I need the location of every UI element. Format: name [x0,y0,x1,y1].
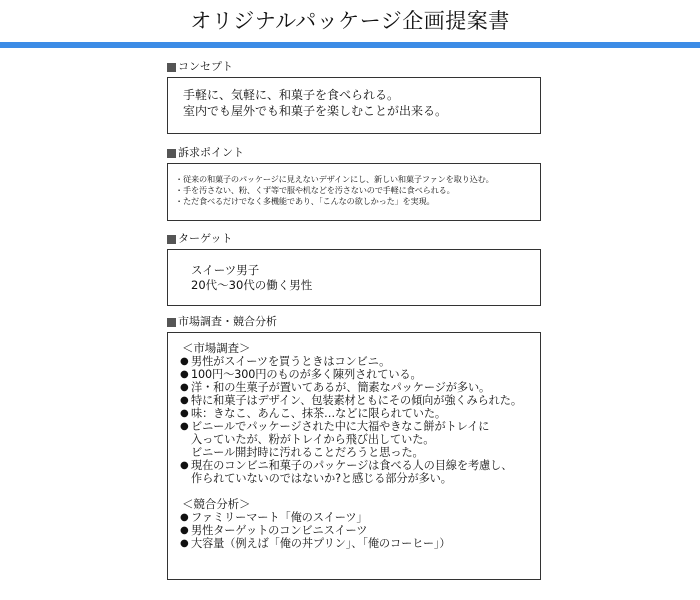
filled-circle-bullet-icon: ● [180,525,189,536]
list-item-text: 味：きなこ、あんこ、抹茶…などに限られていた。 [191,407,447,420]
list-item [180,524,540,537]
list-item [180,511,540,524]
list-item-text: 洋・和の生菓子が置いてあるが、簡素なパッケージが多い。 [191,381,491,394]
list-item-text: 特に和菓子はデザイン、包装素材ともにその傾向が強くみられた。 [191,394,522,407]
section-heading-target [167,232,233,246]
filled-circle-bullet-icon: ● [180,421,189,432]
title-accent-rule [0,42,700,48]
section-heading-label: 訴求ポイント [178,146,244,159]
list-item-text: 大容量（例えば「俺の丼プリン」、「俺のコーヒー」） [191,537,451,550]
target-line: スイーツ男子 [191,263,260,277]
list-item-continuation: ビニール開封時に汚れることだろうと思った。 [191,446,424,459]
competitor-heading: ＜競合分析＞ [182,497,251,511]
section-heading-label: 市場調査・競合分析 [178,315,277,328]
filled-circle-bullet-icon: ● [180,512,189,523]
list-item-text: 100円～300円のものが多く陳列されている。 [191,368,422,381]
list-item-text: 男性がスイーツを買うときはコンビニ。 [191,355,391,368]
section-heading-label: コンセプト [178,60,233,73]
list-item [180,355,540,368]
filled-circle-bullet-icon: ● [180,460,189,471]
filled-square-icon [167,235,176,244]
list-item [180,407,540,420]
list-item [180,459,540,472]
appeal-line: ・ただ食べるだけでなく多機能であり、「こんなの欲しかった」を実現。 [175,196,435,206]
filled-circle-bullet-icon: ● [180,382,189,393]
list-item [180,394,540,407]
market-box [167,332,541,580]
list-item [180,368,540,381]
page-title: オリジナルパッケージ企画提案書 [190,9,510,33]
filled-square-icon [167,318,176,327]
section-heading-concept [167,60,233,74]
filled-circle-bullet-icon: ● [180,356,189,367]
concept-line: 室内でも屋外でも和菓子を楽しむことが出来る。 [183,104,448,118]
filled-circle-bullet-icon: ● [180,395,189,406]
filled-square-icon [167,63,176,72]
list-item [180,420,540,433]
list-item-text: ファミリーマート「俺のスイーツ」 [191,511,368,524]
filled-circle-bullet-icon: ● [180,538,189,549]
filled-circle-bullet-icon: ● [180,408,189,419]
concept-box [167,77,541,134]
target-line: 20代～30代の働く男性 [191,278,313,292]
target-box [167,249,541,306]
appeal-line: ・手を汚さない、粉、くず等で服や机などを汚さないので手軽に食べられる。 [175,185,455,195]
concept-line: 手軽に、気軽に、和菓子を食べられる。 [183,88,400,102]
section-spacer [180,485,540,497]
filled-circle-bullet-icon: ● [180,369,189,380]
list-item [180,381,540,394]
section-heading-market [167,315,277,329]
list-item-text: 現在のコンビニ和菓子のパッケージは食べる人の目線を考慮し、 [191,459,513,472]
list-item [180,537,540,550]
section-heading-appeal [167,146,244,160]
list-item-continuation: 作られていないのではないか?と感じる部分が多い。 [191,472,452,485]
survey-heading: ＜市場調査＞ [182,341,251,355]
appeal-box [167,163,541,221]
section-heading-label: ターゲット [178,232,233,245]
list-item-continuation: 入っていたが、粉がトレイから飛び出していた。 [191,433,435,446]
appeal-line: ・従来の和菓子のパッケージに見えないデザインにし、新しい和菓子ファンを取り込む。 [175,174,494,184]
list-item-text: ビニールでパッケージされた中に大福やきなこ餅がトレイに [191,420,490,433]
list-item-text: 男性ターゲットのコンビニスイーツ [191,524,368,537]
filled-square-icon [167,149,176,158]
